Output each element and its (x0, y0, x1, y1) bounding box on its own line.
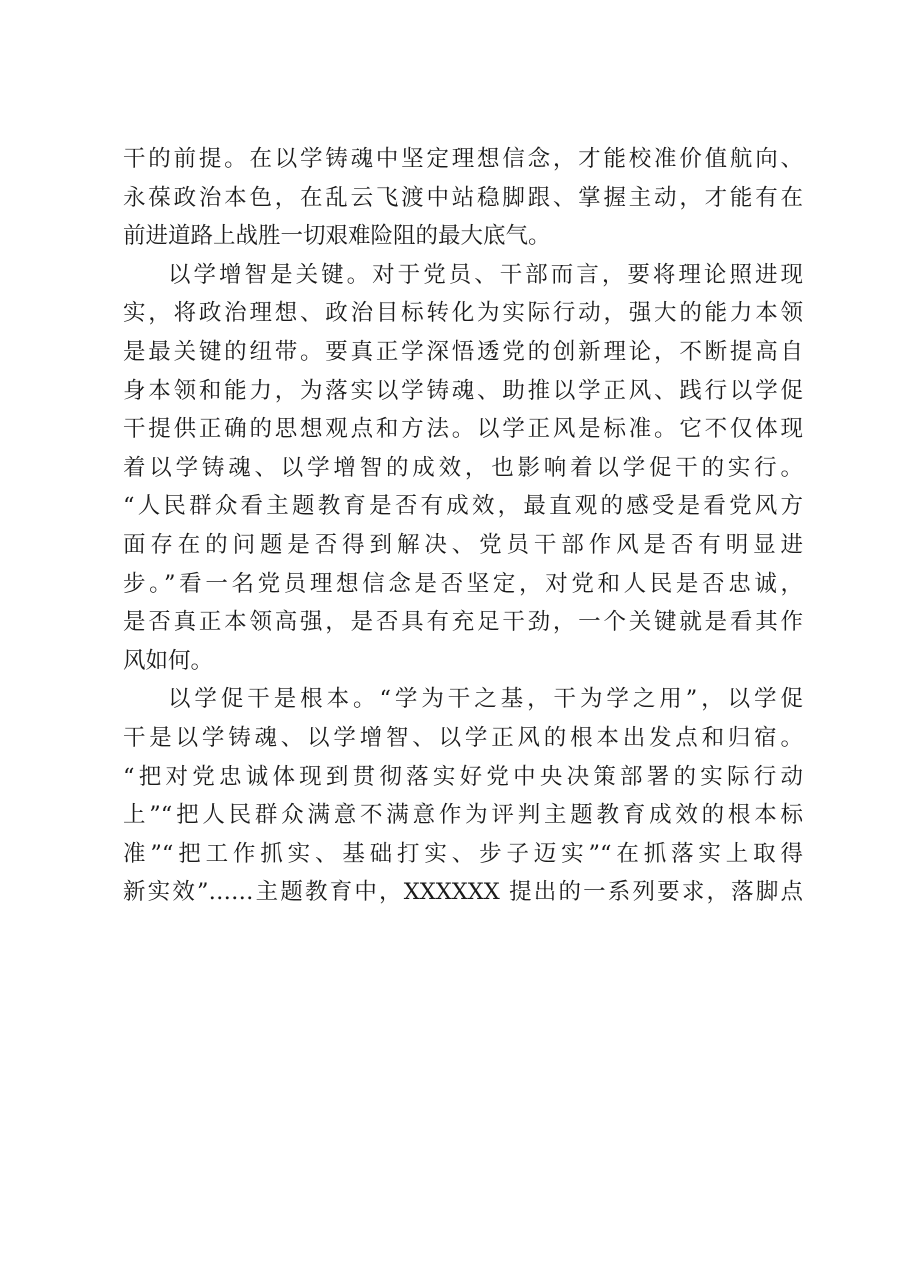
text-line: 前进道路上战胜一切艰难险阻的最大底气。 (123, 223, 551, 250)
text-line: 干的前提。在以学铸魂中坚定理想信念，才能校准价值航向、 (123, 146, 803, 172)
document-body (123, 140, 803, 912)
text-line: 永葆政治本色，在乱云飞渡中站稳脚跟、掌握主动，才能有在 (123, 184, 803, 211)
text-line: 是否真正本领高强，是否具有充足干劲，一个关键就是看其作 (123, 609, 803, 636)
text-line: “把对党忠诚体现到贯彻落实好党中央决策部署的实际行动 (123, 763, 803, 790)
text-line: 面存在的问题是否得到解决、党员干部作风是否有明显进 (123, 531, 803, 558)
text-line: 上”“把人民群众满意不满意作为评判主题教育成效的根本标 (123, 802, 803, 829)
text-line: 步。”看一名党员理想信念是否坚定，对党和人民是否忠诚， (123, 570, 803, 597)
text-line: 实，将政治理想、政治目标转化为实际行动，强大的能力本领 (123, 300, 803, 327)
text-line: 风如何。 (123, 647, 214, 674)
text-line: 准”“把工作抓实、基础打实、步子迈实”“在抓落实上取得 (123, 840, 803, 867)
paragraph-start-line: 以学促干是根本。“学为干之基，干为学之用”，以学促 (168, 686, 803, 713)
text-line: 干是以学铸魂、以学增智、以学正风的根本出发点和归宿。 (123, 724, 803, 751)
text-line: “人民群众看主题教育是否有成效，最直观的感受是看党风方 (123, 493, 803, 520)
text-line: 新实效”……主题教育中，XXXXXX 提出的一系列要求，落脚点 (123, 879, 803, 906)
text-line: 是最关键的纽带。要真正学深悟透党的创新理论，不断提高自 (123, 338, 803, 365)
paragraph-start-line: 以学增智是关键。对于党员、干部而言，要将理论照进现 (168, 261, 803, 288)
text-line: 着以学铸魂、以学增智的成效，也影响着以学促干的实行。 (123, 454, 803, 481)
text-line: 干提供正确的思想观点和方法。以学正风是标准。它不仅体现 (123, 416, 803, 443)
text-line: 身本领和能力，为落实以学铸魂、助推以学正风、践行以学促 (123, 377, 803, 404)
